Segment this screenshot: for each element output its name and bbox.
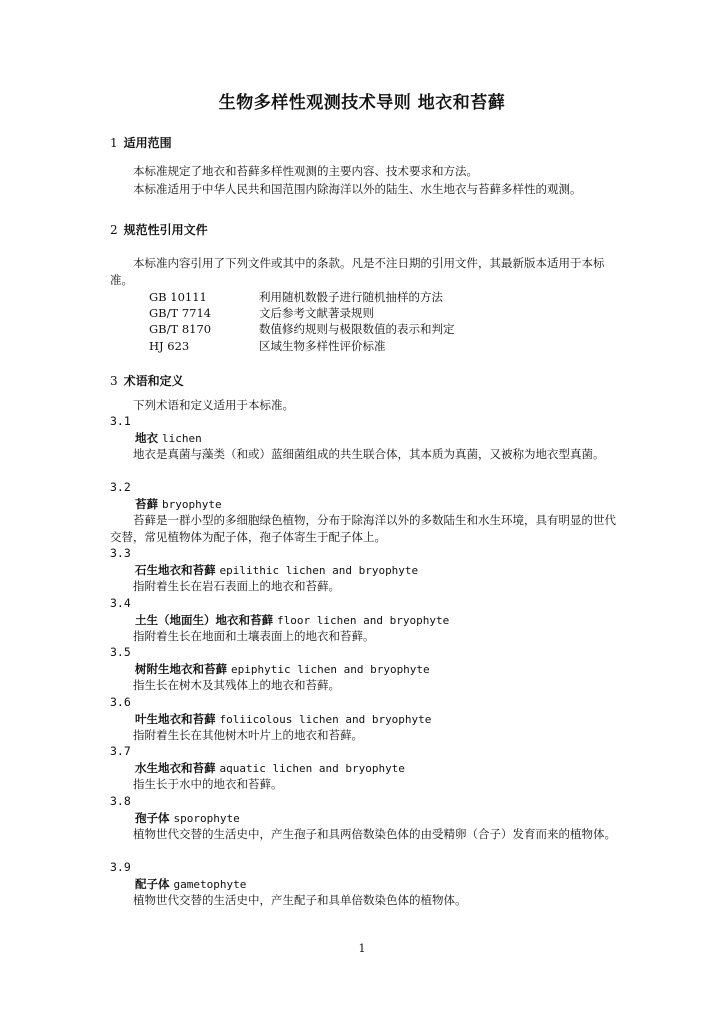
term-number: 3.7 (110, 744, 131, 758)
term-en: aquatic lichen and bryophyte (219, 762, 405, 775)
term-zh: 土生（地面生）地衣和苔藓 (135, 613, 273, 627)
term-zh: 苔藓 (135, 497, 158, 511)
term-zh: 树附生地衣和苔藓 (135, 662, 227, 676)
term-en: epilithic lichen and bryophyte (219, 564, 419, 577)
reference-code: HJ 623 (149, 339, 190, 353)
term-number: 3.9 (110, 860, 131, 874)
term-definition: 指附着生长在地面和土壤表面上的地衣和苔藓。 (133, 629, 375, 643)
term-definition: 地衣是真菌与藻类（和或）蓝细菌组成的共生联合体，其本质为真菌，又被称为地衣型真菌。 (133, 447, 605, 461)
term-definition: 指附着生长在岩石表面上的地衣和苔藓。 (133, 579, 340, 593)
reference-item (149, 305, 374, 321)
section-title: 术语和定义 (123, 374, 184, 388)
term-definition: 植物世代交替的生活史中，产生孢子和具两倍数染色体的由受精卵（合子）发育而来的植物体。 (133, 827, 616, 841)
term-zh: 地衣 (135, 431, 158, 445)
term-heading (135, 496, 222, 512)
section-heading-scope (110, 134, 172, 151)
reference-item (149, 289, 443, 305)
scope-paragraph-1: 本标准规定了地衣和苔藓多样性观测的主要内容、技术要求和方法。 (133, 164, 478, 178)
reference-title: 区域生物多样性评价标准 (259, 339, 386, 353)
term-en: foliicolous lichen and bryophyte (219, 713, 432, 726)
term-definition: 指附着生长在其他树木叶片上的地衣和苔藓。 (133, 728, 363, 742)
section-title: 规范性引用文件 (123, 223, 208, 237)
term-en: floor lichen and bryophyte (277, 614, 450, 627)
term-heading (135, 562, 418, 578)
term-heading (135, 810, 240, 826)
term-heading (135, 876, 246, 892)
term-heading (135, 711, 431, 727)
term-en: epiphytic lichen and bryophyte (231, 663, 430, 676)
term-number: 3.4 (110, 596, 131, 610)
reference-title: 文后参考文献著录规则 (259, 306, 374, 320)
term-zh: 配子体 (135, 877, 170, 891)
reference-code: GB/T 8170 (149, 322, 212, 336)
term-definition: 苔藓是一群小型的多细胞绿色植物，分布于除海洋以外的多数陆生和水生环境，具有明显的世代交替，常见植物体为配子体，孢子体寄生于配子体上。 (110, 513, 616, 544)
term-en: bryophyte (162, 498, 222, 511)
term-heading (135, 760, 405, 776)
section-heading-terms (110, 372, 184, 389)
terms-intro: 下列术语和定义适用于本标准。 (133, 398, 294, 412)
term-definition: 植物世代交替的生活史中，产生配子和具单倍数染色体的植物体。 (133, 893, 467, 907)
term-number: 3.2 (110, 480, 131, 494)
term-definition: 指生长在树木及其残体上的地衣和苔藓。 (133, 678, 340, 692)
reference-title: 数值修约规则与极限数值的表示和判定 (259, 322, 455, 336)
term-heading (135, 430, 202, 446)
term-number: 3.6 (110, 695, 131, 709)
term-definition: 指生长于水中的地衣和苔藓。 (133, 777, 283, 791)
term-zh: 石生地衣和苔藓 (135, 563, 216, 577)
section-heading-normative-references (110, 221, 208, 238)
term-number: 3.1 (110, 414, 131, 428)
term-zh: 孢子体 (135, 811, 170, 825)
term-en: sporophyte (173, 812, 240, 825)
term-zh: 水生地衣和苔藓 (135, 761, 216, 775)
reference-title: 利用随机数骰子进行随机抽样的方法 (259, 290, 443, 304)
normative-intro: 本标准内容引用了下列文件或其中的条款。凡是不注日期的引用文件，其最新版本适用于本标准。 (110, 256, 605, 287)
section-title: 适用范围 (123, 136, 172, 150)
reference-item (149, 338, 386, 354)
term-zh: 叶生地衣和苔藓 (135, 712, 216, 726)
term-heading (135, 612, 449, 628)
section-number: 2 (110, 223, 118, 237)
reference-item (149, 321, 455, 337)
term-number: 3.8 (110, 794, 131, 808)
document-title: 生物多样性观测技术导则 地衣和苔藓 (218, 93, 506, 113)
term-heading (135, 661, 430, 677)
reference-code: GB 10111 (149, 290, 207, 304)
reference-code: GB/T 7714 (149, 306, 212, 320)
term-number: 3.3 (110, 546, 131, 560)
term-en: gametophyte (173, 878, 247, 891)
section-number: 3 (110, 374, 118, 388)
term-number: 3.5 (110, 645, 131, 659)
term-en: lichen (162, 432, 202, 445)
section-number: 1 (110, 136, 118, 150)
scope-paragraph-2: 本标准适用于中华人民共和国范围内除海洋以外的陆生、水生地衣与苔藓多样性的观测。 (133, 182, 582, 196)
page-number: 1 (358, 942, 366, 955)
